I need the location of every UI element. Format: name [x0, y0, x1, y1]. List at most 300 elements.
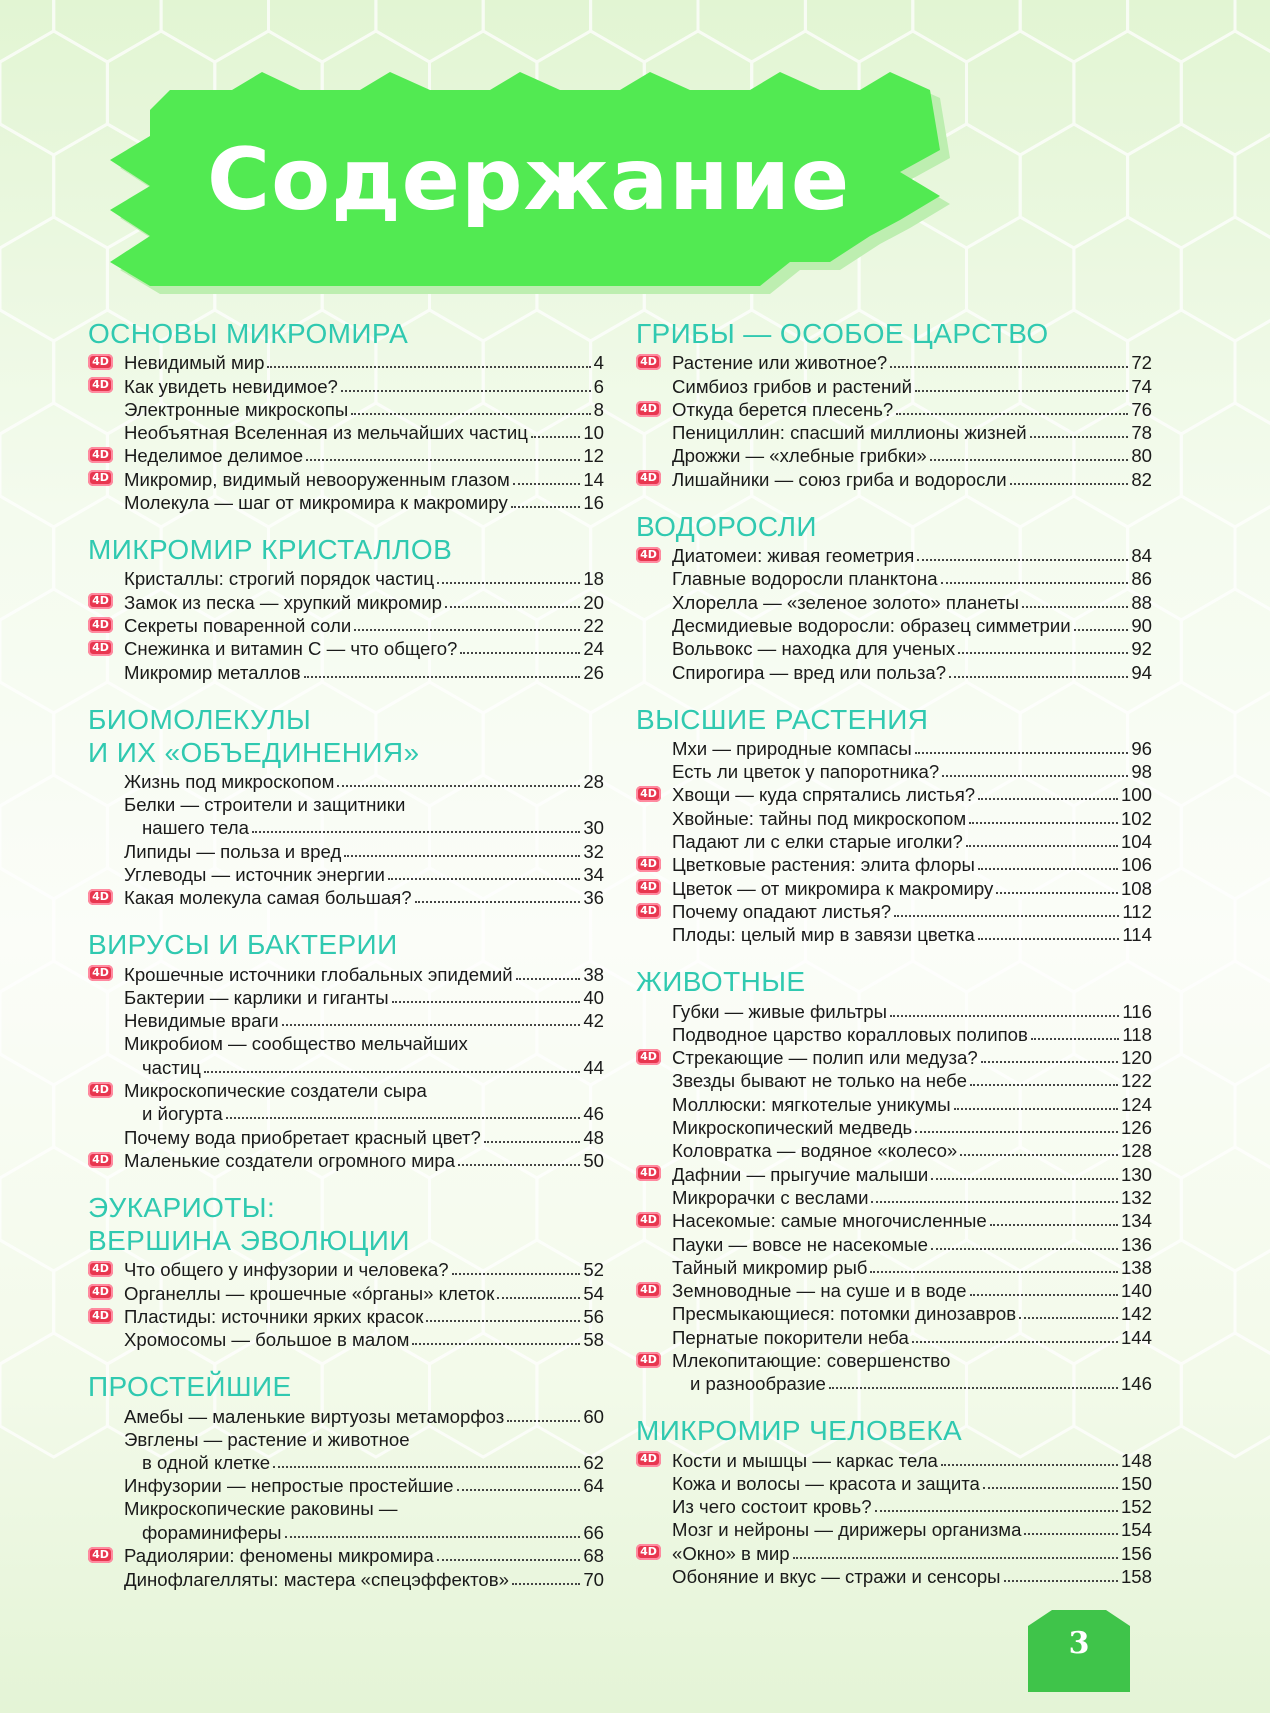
- toc-entry[interactable]: [636, 1069, 1152, 1092]
- toc-page-number: 124: [1120, 1093, 1152, 1115]
- toc-page-number: 146: [1120, 1373, 1152, 1395]
- toc-entry[interactable]: [88, 614, 604, 637]
- dot-leader: [497, 1297, 580, 1299]
- toc-section: [636, 318, 1152, 491]
- toc-entry-title: Диатомеи: живая геометрия: [672, 545, 915, 567]
- toc-entry[interactable]: [636, 1023, 1152, 1046]
- toc-entry[interactable]: [88, 637, 604, 660]
- 4d-badge-icon: 4D: [636, 856, 661, 872]
- dot-leader: [204, 1071, 580, 1073]
- dot-leader: [531, 436, 580, 438]
- toc-page-number: 62: [583, 1452, 604, 1474]
- toc-entry-title: Радиолярии: феномены микромира: [124, 1545, 434, 1567]
- toc-entry-title: Обоняние и вкус — стражи и сенсоры: [672, 1566, 1001, 1588]
- toc-entry[interactable]: [88, 1404, 604, 1427]
- toc-section: [88, 1351, 604, 1590]
- toc-entry[interactable]: [88, 986, 604, 1009]
- toc-page-number: 10: [583, 422, 604, 444]
- toc-entry-title: Микроскопические создатели сыра: [124, 1079, 427, 1101]
- toc-entry[interactable]: [636, 876, 1152, 899]
- dot-leader: [978, 938, 1120, 940]
- toc-entry-title: Пауки — вовсе не насекомые: [672, 1233, 928, 1255]
- toc-page-number: 126: [1120, 1117, 1152, 1139]
- toc-page-number: 64: [583, 1475, 604, 1497]
- dot-leader: [273, 1466, 580, 1468]
- toc-entry-title: Микроскопические раковины —: [124, 1498, 398, 1520]
- toc-entry-title: Подводное царство коралловых полипов: [672, 1023, 1028, 1045]
- toc-entry[interactable]: [636, 923, 1152, 946]
- 4d-badge-icon: 4D: [636, 1544, 661, 1560]
- toc-entry[interactable]: [88, 1281, 604, 1304]
- toc-page-number: 58: [583, 1329, 604, 1351]
- toc-section: [88, 909, 604, 1172]
- toc-entry[interactable]: [636, 1279, 1152, 1302]
- toc-page-number: 12: [583, 445, 604, 467]
- toc-page-number: 46: [583, 1103, 604, 1125]
- toc-entry[interactable]: [636, 1046, 1152, 1069]
- dot-leader: [226, 1117, 581, 1119]
- toc-page-number: 86: [1131, 568, 1152, 590]
- toc-entry-title: Есть ли цветок у папоротника?: [672, 761, 940, 783]
- dot-leader: [931, 1248, 1118, 1250]
- toc-entry[interactable]: [88, 374, 604, 397]
- 4d-badge-icon: 4D: [88, 377, 113, 393]
- toc-entry[interactable]: [88, 421, 604, 444]
- section-title: ГРИБЫ — ОСОБОЕ ЦАРСТВО: [636, 318, 1049, 349]
- toc-page-number: 150: [1120, 1472, 1152, 1494]
- section-title: БИОМОЛЕКУЛЫ: [88, 703, 312, 735]
- dot-leader: [912, 1341, 1118, 1343]
- toc-entry-title: Микробиом — сообщество мельчайших: [124, 1033, 468, 1055]
- toc-entry-title: Кристаллы: строгий порядок частиц: [124, 568, 435, 590]
- toc-page-number: 54: [583, 1282, 604, 1304]
- toc-page-number: 144: [1120, 1326, 1152, 1348]
- toc-entry[interactable]: [88, 1544, 604, 1567]
- toc-entry[interactable]: [88, 1102, 604, 1125]
- toc-entry[interactable]: [636, 1116, 1152, 1139]
- toc-entry-line: [88, 1428, 604, 1451]
- toc-entry-title: Тайный микромир рыб: [672, 1256, 868, 1278]
- toc-entry[interactable]: [636, 444, 1152, 467]
- toc-section: [636, 946, 1152, 1395]
- toc-page-number: 72: [1131, 352, 1152, 374]
- toc-page-number: 16: [583, 492, 604, 514]
- toc-entry-title: Дафнии — прыгучие малыши: [672, 1163, 929, 1185]
- toc-page-number: 18: [583, 568, 604, 590]
- toc-entry-title: Амебы — маленькие виртуозы метаморфоз: [124, 1405, 505, 1427]
- toc-entry-title: Эвглены — растение и животное: [124, 1428, 410, 1450]
- toc-entry[interactable]: [636, 1565, 1152, 1588]
- toc-entry-title: Моллюски: мягкотелые уникумы: [672, 1093, 951, 1115]
- toc-page-number: 158: [1120, 1566, 1152, 1588]
- toc-entry[interactable]: [636, 1372, 1152, 1395]
- toc-page-number: 128: [1120, 1140, 1152, 1162]
- 4d-badge-icon: 4D: [636, 547, 661, 563]
- toc-entry-title: и йогурта: [142, 1103, 223, 1125]
- dot-leader: [460, 652, 580, 654]
- toc-entry-title: Молекула — шаг от микромира к макромиру: [124, 492, 508, 514]
- toc-page-number: 108: [1120, 877, 1152, 899]
- toc-entry-title: Лишайники — союз гриба и водоросли: [672, 468, 1007, 490]
- dot-leader: [354, 629, 580, 631]
- toc-entry[interactable]: [636, 853, 1152, 876]
- toc-entry[interactable]: [636, 1092, 1152, 1115]
- dot-leader: [978, 868, 1118, 870]
- toc-page-number: 134: [1120, 1210, 1152, 1232]
- toc-entry-title: Мозг и нейроны — дирижеры организма: [672, 1519, 1022, 1541]
- 4d-badge-icon: 4D: [88, 1082, 113, 1098]
- toc-entry-title: Насекомые: самые многочисленные: [672, 1210, 987, 1232]
- toc-section: [636, 491, 1152, 684]
- toc-section: [636, 684, 1152, 947]
- 4d-badge-icon: 4D: [88, 1547, 113, 1563]
- dot-leader: [304, 676, 581, 678]
- dot-leader: [875, 1510, 1118, 1512]
- toc-entry-title: Хромосомы — большое в малом: [124, 1329, 410, 1351]
- dot-leader: [981, 1061, 1118, 1063]
- toc-entry[interactable]: [88, 1328, 604, 1351]
- dot-leader: [337, 785, 580, 787]
- dot-leader: [1019, 1317, 1118, 1319]
- toc-entry-title: Плоды: целый мир в завязи цветка: [672, 924, 975, 946]
- dot-leader: [941, 1464, 1118, 1466]
- toc-entry[interactable]: [636, 660, 1152, 683]
- dot-leader: [958, 652, 1128, 654]
- dot-leader: [829, 1387, 1118, 1389]
- 4d-badge-icon: 4D: [636, 1165, 661, 1181]
- section-title: ВЕРШИНА ЭВОЛЮЦИИ: [88, 1225, 410, 1257]
- toc-page-number: 42: [583, 1010, 604, 1032]
- toc-page-number: 148: [1120, 1449, 1152, 1471]
- toc-entry[interactable]: [88, 567, 604, 590]
- toc-page-number: 66: [583, 1521, 604, 1543]
- toc-entry[interactable]: [636, 1209, 1152, 1232]
- toc-page-number: 136: [1120, 1233, 1152, 1255]
- dot-leader: [890, 1015, 1119, 1017]
- toc-page-number: 30: [583, 817, 604, 839]
- section-title: ЖИВОТНЫЕ: [636, 966, 806, 998]
- toc-entry-title: Что общего у инфузории и человека?: [124, 1259, 449, 1281]
- toc-page-number: 116: [1122, 1000, 1152, 1022]
- toc-entry-title: Симбиоз грибов и растений: [672, 375, 913, 397]
- dot-leader: [1030, 436, 1129, 438]
- section-title: И ИХ «ОБЪЕДИНЕНИЯ»: [88, 736, 420, 768]
- dot-leader: [306, 459, 580, 461]
- toc-entry[interactable]: [636, 1256, 1152, 1279]
- toc-entry[interactable]: [636, 544, 1152, 567]
- toc-entry[interactable]: [636, 999, 1152, 1022]
- dot-leader: [930, 459, 1129, 461]
- toc-page-number: 98: [1131, 761, 1152, 783]
- dot-leader: [915, 390, 1128, 392]
- dot-leader: [458, 1164, 580, 1166]
- dot-leader: [344, 855, 580, 857]
- dot-leader: [507, 1420, 580, 1422]
- toc-page-number: 52: [583, 1259, 604, 1281]
- dot-leader: [282, 1024, 581, 1026]
- toc-section: [88, 684, 604, 910]
- dot-leader: [949, 676, 1128, 678]
- toc-entry-title: частиц: [142, 1056, 201, 1078]
- toc-page-number: 152: [1120, 1496, 1152, 1518]
- toc-page-number: 4: [593, 352, 604, 374]
- 4d-badge-icon: 4D: [636, 1352, 661, 1368]
- dot-leader: [1031, 1038, 1119, 1040]
- toc-page-number: 68: [583, 1545, 604, 1567]
- dot-leader: [960, 1154, 1118, 1156]
- dot-leader: [392, 1001, 581, 1003]
- 4d-badge-icon: 4D: [636, 1212, 661, 1228]
- toc-entry-title: Инфузории — непростые простейшие: [124, 1475, 454, 1497]
- toc-page-number: 60: [583, 1405, 604, 1427]
- toc-entry[interactable]: [88, 444, 604, 467]
- toc-entry[interactable]: [636, 1162, 1152, 1185]
- toc-entry[interactable]: [88, 863, 604, 886]
- dot-leader: [954, 1108, 1118, 1110]
- toc-page-number: 156: [1120, 1542, 1152, 1564]
- toc-entry[interactable]: [636, 1325, 1152, 1348]
- 4d-badge-icon: 4D: [88, 593, 113, 609]
- page-title: Содержание: [207, 130, 851, 230]
- toc-entry-title: Дрожжи — «хлебные грибки»: [672, 445, 927, 467]
- toc-entry-title: Невидимый мир: [124, 352, 265, 374]
- toc-entry[interactable]: [636, 1472, 1152, 1495]
- toc-entry[interactable]: [636, 900, 1152, 923]
- toc-page-number: 28: [583, 770, 604, 792]
- toc-entry-title: Как увидеть невидимое?: [124, 375, 338, 397]
- toc-entry[interactable]: [88, 886, 604, 909]
- toc-page-number: 24: [583, 638, 604, 660]
- dot-leader: [341, 390, 591, 392]
- toc-entry-title: Необъятная Вселенная из мельчайших частиц: [124, 422, 528, 444]
- toc-entry[interactable]: [88, 962, 604, 985]
- toc-entry[interactable]: [636, 421, 1152, 444]
- toc-entry-title: Хлорелла — «зеленое золото» планеты: [672, 591, 1020, 613]
- toc-entry-title: и разнообразие: [690, 1373, 826, 1395]
- 4d-badge-icon: 4D: [88, 447, 113, 463]
- toc-entry-title: Главные водоросли планктона: [672, 568, 938, 590]
- toc-entry-title: Коловратка — водяное «колесо»: [672, 1140, 958, 1162]
- toc-entry[interactable]: [88, 467, 604, 490]
- toc-page-number: 104: [1120, 831, 1152, 853]
- section-title: ВЫСШИЕ РАСТЕНИЯ: [636, 703, 929, 735]
- toc-page-number: 106: [1120, 854, 1152, 876]
- toc-entry[interactable]: [636, 830, 1152, 853]
- dot-leader: [267, 366, 590, 368]
- toc-left-column: [88, 318, 604, 1591]
- toc-entry[interactable]: [88, 1521, 604, 1544]
- toc-page-number: 112: [1122, 900, 1152, 922]
- dot-leader: [484, 1141, 580, 1143]
- toc-section: [636, 1395, 1152, 1588]
- toc-entry-line: [88, 1497, 604, 1520]
- 4d-badge-icon: 4D: [88, 470, 113, 486]
- dot-leader: [990, 1224, 1118, 1226]
- 4d-badge-icon: 4D: [88, 1308, 113, 1324]
- dot-leader: [978, 798, 1118, 800]
- 4d-badge-icon: 4D: [636, 470, 661, 486]
- toc-entry[interactable]: [636, 590, 1152, 613]
- toc-entry[interactable]: [636, 1518, 1152, 1541]
- dot-leader: [894, 915, 1119, 917]
- dot-leader: [871, 1201, 1117, 1203]
- section-title: ЭУКАРИОТЫ:: [88, 1192, 276, 1224]
- section-title: ОСНОВЫ МИКРОМИРА: [88, 318, 409, 349]
- toc-entry[interactable]: [88, 1474, 604, 1497]
- 4d-badge-icon: 4D: [88, 617, 113, 633]
- toc-entry-title: Микрорачки с веслами: [672, 1186, 869, 1208]
- toc-page-number: 74: [1131, 375, 1152, 397]
- toc-entry[interactable]: [636, 1448, 1152, 1471]
- toc-entry[interactable]: [636, 1541, 1152, 1564]
- toc-entry[interactable]: [636, 467, 1152, 490]
- toc-page-number: 32: [583, 840, 604, 862]
- toc-entry-title: Углеводы — источник энергии: [124, 864, 385, 886]
- dot-leader: [415, 901, 581, 903]
- toc-page-number: 88: [1131, 591, 1152, 613]
- toc-entry-title: Земноводные — на суше и в воде: [672, 1280, 967, 1302]
- toc-entry[interactable]: [88, 590, 604, 613]
- dot-leader: [512, 1583, 580, 1585]
- dot-leader: [1074, 629, 1129, 631]
- toc-entry[interactable]: [88, 1009, 604, 1032]
- toc-entry-title: Кожа и волосы — красота и защита: [672, 1472, 980, 1494]
- section-title: МИКРОМИР ЧЕЛОВЕКА: [636, 1415, 963, 1447]
- dot-leader: [426, 1320, 580, 1322]
- dot-leader: [516, 978, 581, 980]
- toc-entry-title: Звезды бывают не только на небе: [672, 1070, 967, 1092]
- toc-entry[interactable]: [636, 1139, 1152, 1162]
- toc-entry[interactable]: [88, 1451, 604, 1474]
- toc-page-number: 120: [1120, 1047, 1152, 1069]
- toc-entry-title: Пластиды: источники ярких красок: [124, 1305, 424, 1327]
- toc-page-number: 140: [1120, 1280, 1152, 1302]
- toc-entry[interactable]: [88, 1305, 604, 1328]
- toc-entry[interactable]: [88, 1567, 604, 1590]
- toc-entry[interactable]: [636, 614, 1152, 637]
- toc-entry[interactable]: [636, 1495, 1152, 1518]
- toc-page-number: 6: [593, 375, 604, 397]
- toc-page-number: 84: [1131, 545, 1152, 567]
- toc-entry[interactable]: [636, 637, 1152, 660]
- dot-leader: [969, 822, 1118, 824]
- toc-page-number: 44: [583, 1056, 604, 1078]
- toc-entry[interactable]: [88, 398, 604, 421]
- toc-page-number: 20: [583, 591, 604, 613]
- toc-entry-title: нашего тела: [142, 817, 249, 839]
- 4d-badge-icon: 4D: [88, 965, 113, 981]
- toc-entry[interactable]: [88, 351, 604, 374]
- toc-entry[interactable]: [636, 1186, 1152, 1209]
- toc-page-number: 122: [1120, 1070, 1152, 1092]
- toc-entry[interactable]: [88, 770, 604, 793]
- toc-section: [88, 514, 604, 683]
- toc-entry-title: Динофлагелляты: мастера «спецэффектов»: [124, 1568, 509, 1590]
- toc-entry[interactable]: [88, 1149, 604, 1172]
- section-title: МИКРОМИР КРИСТАЛЛОВ: [88, 534, 453, 566]
- 4d-badge-icon: 4D: [636, 903, 661, 919]
- toc-entry-title: Откуда берется плесень?: [672, 398, 894, 420]
- toc-page-number: 90: [1131, 614, 1152, 636]
- toc-page-number: 82: [1131, 468, 1152, 490]
- toc-entry-title: Микромир, видимый невооруженным глазом: [124, 468, 510, 490]
- toc-page-number: 78: [1131, 422, 1152, 444]
- 4d-badge-icon: 4D: [88, 889, 113, 905]
- toc-entry[interactable]: [636, 374, 1152, 397]
- dot-leader: [915, 1131, 1118, 1133]
- toc-entry[interactable]: [88, 1258, 604, 1281]
- dot-leader: [983, 1487, 1118, 1489]
- toc-entry-title: Кости и мышцы — каркас тела: [672, 1449, 938, 1471]
- toc-entry[interactable]: [636, 783, 1152, 806]
- toc-page-number: 138: [1120, 1256, 1152, 1278]
- toc-entry[interactable]: [88, 1056, 604, 1079]
- 4d-badge-icon: 4D: [636, 786, 661, 802]
- 4d-badge-icon: 4D: [88, 354, 113, 370]
- toc-entry-title: Десмидиевые водоросли: образец симметрии: [672, 614, 1071, 636]
- toc-entry[interactable]: [88, 660, 604, 683]
- toc-entry[interactable]: [88, 491, 604, 514]
- toc-entry[interactable]: [88, 816, 604, 839]
- toc-page-number: 130: [1120, 1163, 1152, 1185]
- toc-entry[interactable]: [636, 760, 1152, 783]
- 4d-badge-icon: 4D: [636, 1049, 661, 1065]
- dot-leader: [917, 559, 1128, 561]
- toc-page-number: 48: [583, 1126, 604, 1148]
- toc-entry-title: Электронные микроскопы: [124, 398, 349, 420]
- toc-page-number: 36: [583, 887, 604, 909]
- toc-page-number: 92: [1131, 638, 1152, 660]
- toc-entry[interactable]: [636, 567, 1152, 590]
- toc-entry-title: Какая молекула самая большая?: [124, 887, 412, 909]
- toc-page-number: 14: [583, 468, 604, 490]
- toc-entry[interactable]: [636, 398, 1152, 421]
- toc-entry-title: Мхи — природные компасы: [672, 737, 912, 759]
- toc-page-number: 80: [1131, 445, 1152, 467]
- 4d-badge-icon: 4D: [88, 1261, 113, 1277]
- dot-leader: [437, 582, 580, 584]
- toc-page-number: 118: [1122, 1023, 1152, 1045]
- toc-entry[interactable]: [636, 737, 1152, 760]
- toc-entry[interactable]: [636, 806, 1152, 829]
- toc-page-number: 102: [1120, 807, 1152, 829]
- dot-leader: [1022, 606, 1128, 608]
- dot-leader: [1024, 1533, 1118, 1535]
- dot-leader: [457, 1489, 581, 1491]
- toc-entry[interactable]: [88, 1125, 604, 1148]
- dot-leader: [511, 506, 580, 508]
- toc-entry[interactable]: [636, 1232, 1152, 1255]
- toc-entry[interactable]: [636, 351, 1152, 374]
- 4d-badge-icon: 4D: [636, 879, 661, 895]
- toc-entry-title: Почему вода приобретает красный цвет?: [124, 1126, 481, 1148]
- toc-entry-title: Неделимое делимое: [124, 445, 304, 467]
- dot-leader: [941, 582, 1129, 584]
- toc-entry-title: Пресмыкающиеся: потомки динозавров: [672, 1303, 1017, 1325]
- toc-entry-title: Падают ли с елки старые иголки?: [672, 831, 963, 853]
- toc-entry[interactable]: [636, 1302, 1152, 1325]
- 4d-badge-icon: 4D: [636, 1282, 661, 1298]
- toc-entry-title: Хвойные: тайны под микроскопом: [672, 807, 967, 829]
- toc-entry[interactable]: [88, 839, 604, 862]
- toc-entry-title: Крошечные источники глобальных эпидемий: [124, 963, 513, 985]
- toc-page-number: 76: [1131, 398, 1152, 420]
- toc-entry-title: Спирогира — вред или польза?: [672, 661, 947, 683]
- toc-entry-title: Белки — строители и защитники: [124, 793, 406, 815]
- toc-entry-title: «Окно» в мир: [672, 1542, 790, 1564]
- toc-entry-title: Органеллы — крошечные «óрганы» клеток: [124, 1282, 495, 1304]
- dot-leader: [970, 1084, 1118, 1086]
